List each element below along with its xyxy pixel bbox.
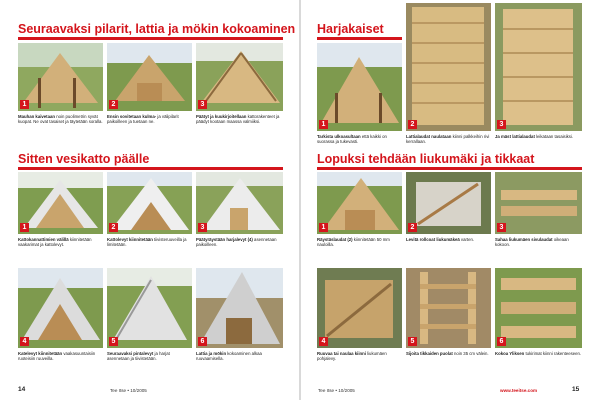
title-rule [18,37,283,40]
caption-harja-2: Lattialaudat naulataan kiinni palkkeihin rivi kerrallaan. [406,134,490,145]
section-title-slide: Lopuksi tehdään liukumäki ja tikkaat [317,152,535,166]
step-number: 4 [319,337,328,346]
step-number: 6 [198,337,207,346]
photo-roof-6 [196,268,283,348]
title-rule [317,37,402,40]
step-number: 2 [109,223,118,232]
footer-left: Tee Itse • 10/2005 [110,388,147,393]
photo-slide-4 [317,268,402,348]
caption-slide-3: Sahaa liukumäen sivulaudat oikeaan kokoon. [495,237,569,248]
photo-slide-2 [406,172,491,234]
photo-roof-1 [18,172,103,234]
photo-roof-2 [107,172,192,234]
step-number: 2 [408,120,417,129]
step-number: 5 [109,337,118,346]
footer-right: Tee Itse • 10/2005 [318,388,355,393]
caption-slide-2: Levitä rollcoat liukumäkeä varten. [406,237,475,242]
site-url: www.teeitse.com [500,388,538,393]
step-number: 1 [319,223,328,232]
step-number: 3 [198,100,207,109]
caption-harja-3: Ja mäst lattialaudat leikataan tasaisiksi. [495,134,574,139]
caption-slide-5: Sijoita tikkaiden puolat noin 35 cm välein. [406,351,489,356]
photo-step-2 [107,43,192,111]
section-title-harjakaiset: Harjakaiset [317,22,384,36]
caption-step-3: Päätyt ja kuukirjoitellaan kattorakenteet ja päädyt kootaan maassa valmiiksi. [196,114,280,125]
photo-harja-2 [406,3,491,131]
step-number: 6 [497,337,506,346]
section-title-roof: Sitten vesikatto päälle [18,152,150,166]
photo-slide-3 [495,172,582,234]
caption-roof-5: Seuraavaksi pintalevyt ja harjat asennetaan ja tiivistetään. [107,351,170,362]
step-number: 3 [497,223,506,232]
step-number: 1 [20,223,29,232]
page-gutter [299,0,301,400]
photo-roof-5 [107,268,192,348]
caption-roof-4: Katelevyt kiinnitetään vaakasuuntaisiin ruoteisiin ruuveilla. [18,351,96,362]
photo-harja-1 [317,43,402,131]
step-number: 1 [319,120,328,129]
step-number: 1 [20,100,29,109]
step-number: 3 [497,120,506,129]
photo-harja-3 [495,3,582,131]
caption-harja-1: Tarkista ulkoasultaan että kaikki on suorassa ja tukevasti. [317,134,387,145]
step-number: 5 [408,337,417,346]
title-rule [18,167,283,170]
step-number: 2 [109,100,118,109]
caption-roof-3: Päätyräystään harjalevyt (4) asennetaan paikoilleen. [196,237,277,248]
photo-slide-1 [317,172,402,234]
photo-step-3 [196,43,283,111]
caption-roof-2: Kattolevyt kiinnitetään tiivisteruuveilla ja limitetään. [107,237,187,248]
page-number-left: 14 [18,386,26,393]
step-number: 3 [198,223,207,232]
caption-slide-4: Ruuvaa tai naulaa kiinni liukumäen pohjalevy. [317,351,387,362]
caption-slide-6: Kokoa Yliksen tukirimat kiinni rakenteeseen. [495,351,582,356]
step-number: 2 [408,223,417,232]
photo-step-1 [18,43,103,111]
caption-step-2: Ensin sovitetaan kulma- ja välipilarit paikoilleen ja tuetaan ne. [107,114,179,125]
caption-slide-1: Räystäslaudat (2) kiinnitetään 50 mm nauloilla. [317,237,390,248]
caption-roof-6: Lattia ja mökin kokoaminen alkaa ruuvaamisella. [196,351,262,362]
photo-roof-4 [18,268,103,348]
caption-step-1: Mauhan kaivetaan noin puolimetrin syvät kuopat. Ne ovat tasaiset ja täytetään soralla. [18,114,103,125]
page-number-right: 15 [572,386,580,393]
photo-slide-5 [406,268,491,348]
caption-roof-1: Kattokannattimien välillä kiinnitetään vaakarimat ja kattolevyt. [18,237,92,248]
photo-roof-3 [196,172,283,234]
step-number: 4 [20,337,29,346]
photo-slide-6 [495,268,582,348]
section-title-floor: Seuraavaksi pilarit, lattia ja mökin kokoaminen [18,22,296,36]
title-rule [317,167,582,170]
